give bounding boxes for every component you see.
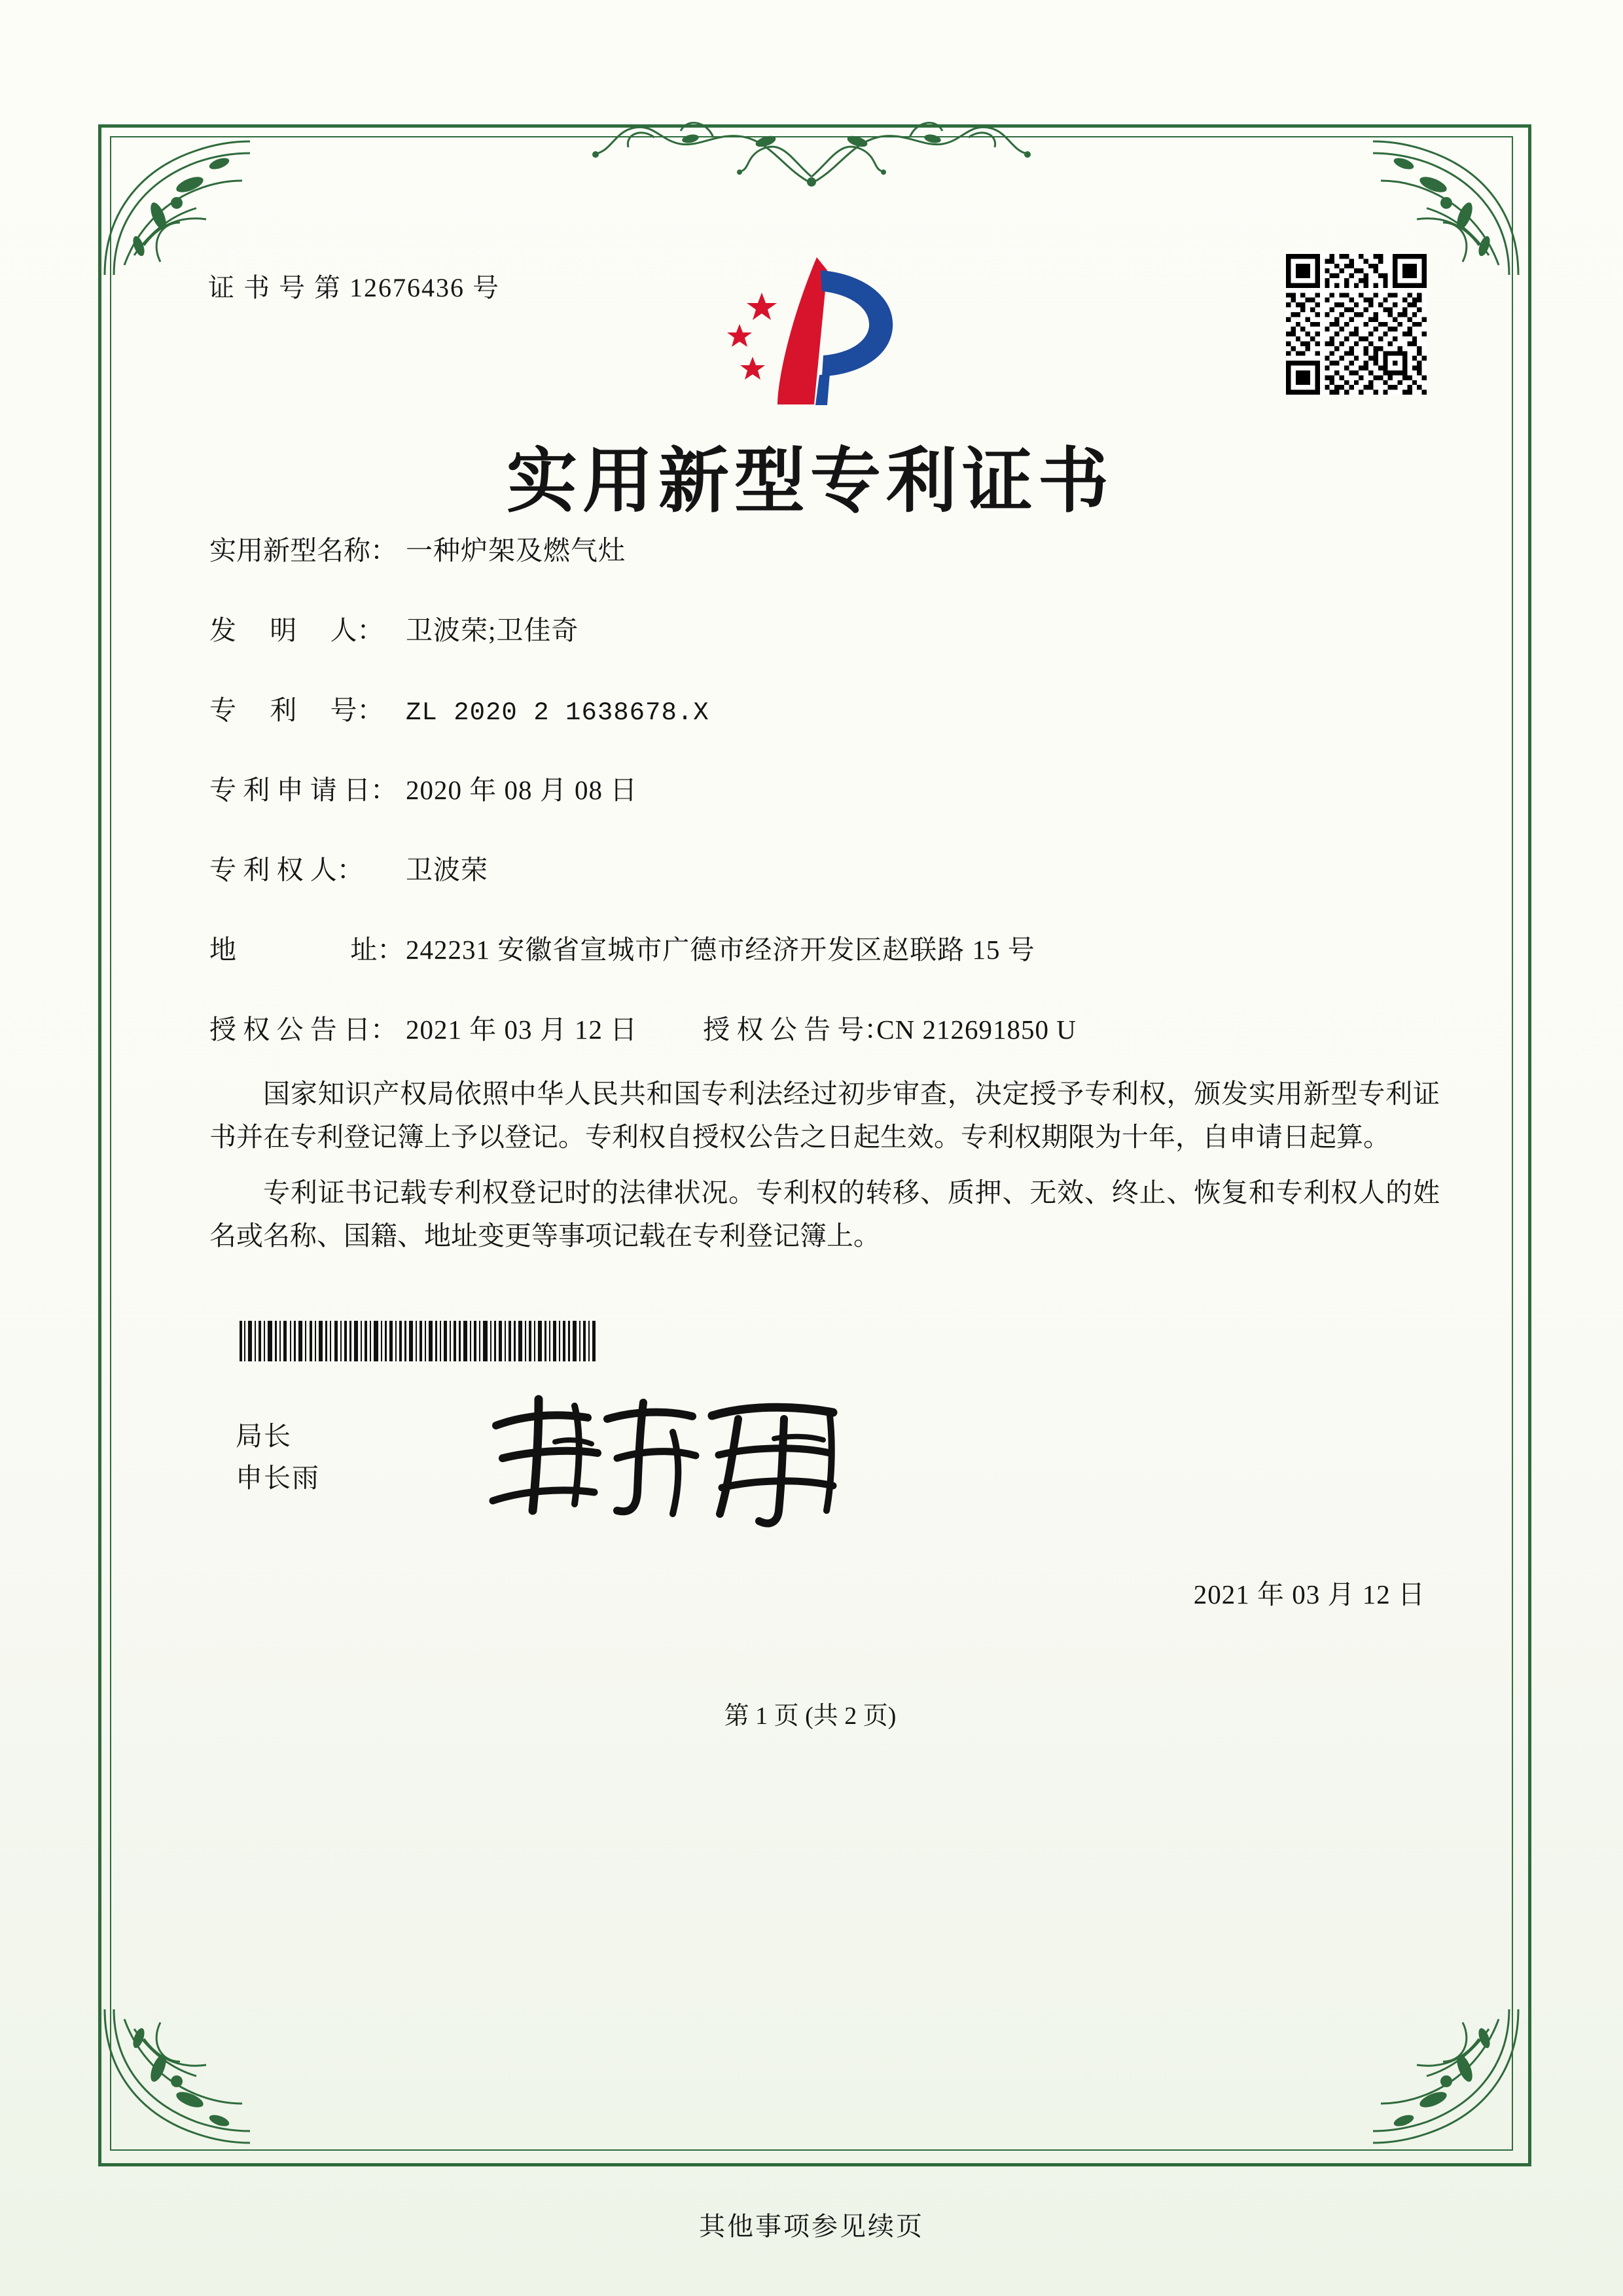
field-row-grant [209,1008,1432,1047]
signature-block [236,1416,320,1499]
field-label: 专 利 号： [209,695,384,725]
barcode [240,1321,658,1361]
paragraph-1: 国家知识产权局依照中华人民共和国专利法经过初步审查，决定授予专利权，颁发实用新型专利证书并在专利登记簿上予以登记。专利权自授权公告之日起生效。专利权期限为十年，自申请日起算。 [209,1079,1440,1153]
field-value: 一种炉架及燃气灶 [406,535,626,565]
certificate-content [110,136,1510,2148]
field-row-address [209,928,1432,967]
field-row-patent-number [209,689,1432,727]
field-label: 专 利 权 人： [209,855,364,885]
footer-note: 其他事项参见续页 [699,2212,924,2241]
page-title: 实用新型专利证书 [506,443,1114,521]
director-name: 申长雨 [236,1462,320,1493]
field-value: ZL 2020 2 1638678.X [406,698,709,727]
issue-date: 2021 年 03 月 12 日 [1193,1579,1425,1609]
fields-list [209,529,1432,1076]
cnipa-emblem [699,251,921,408]
field-label: 地 址： [209,935,404,965]
director-role: 局长 [236,1421,292,1451]
field-row-inventor [209,609,1432,647]
certificate-number: 证 书 号 第 12676436 号 [208,273,500,302]
field-row-application-date [209,768,1432,807]
field-value-grant-number: CN 212691850 U [876,1014,1077,1045]
field-label: 发 明 人： [209,615,384,645]
field-label: 专 利 申 请 日： [209,775,397,805]
page-number: 第 1 页 (共 2 页) [724,1702,897,1730]
field-row-name [209,529,1432,567]
field-value: 卫波荣 [406,855,488,885]
field-label: 实用新型名称： [209,535,397,565]
field-value: 242231 安徽省宣城市广德市经济开发区赵联路 15 号 [406,935,1035,965]
field-row-patentee [209,848,1432,887]
legal-paragraphs [209,1072,1440,1270]
field-label-grant-number: 授 权 公 告 号： [703,1014,891,1045]
field-value: 2020 年 08 月 08 日 [406,775,638,805]
qr-code [1286,254,1427,395]
director-signature [476,1380,882,1530]
field-value: 卫波荣;卫佳奇 [406,615,579,645]
field-label-grant-date: 授 权 公 告 日： [209,1014,397,1045]
field-value-grant-date: 2021 年 03 月 12 日 [406,1014,638,1045]
paragraph-2: 专利证书记载专利权登记时的法律状况。专利权的转移、质押、无效、终止、恢复和专利权人的姓名或名称、国籍、地址变更等事项记载在专利登记簿上。 [209,1177,1440,1251]
